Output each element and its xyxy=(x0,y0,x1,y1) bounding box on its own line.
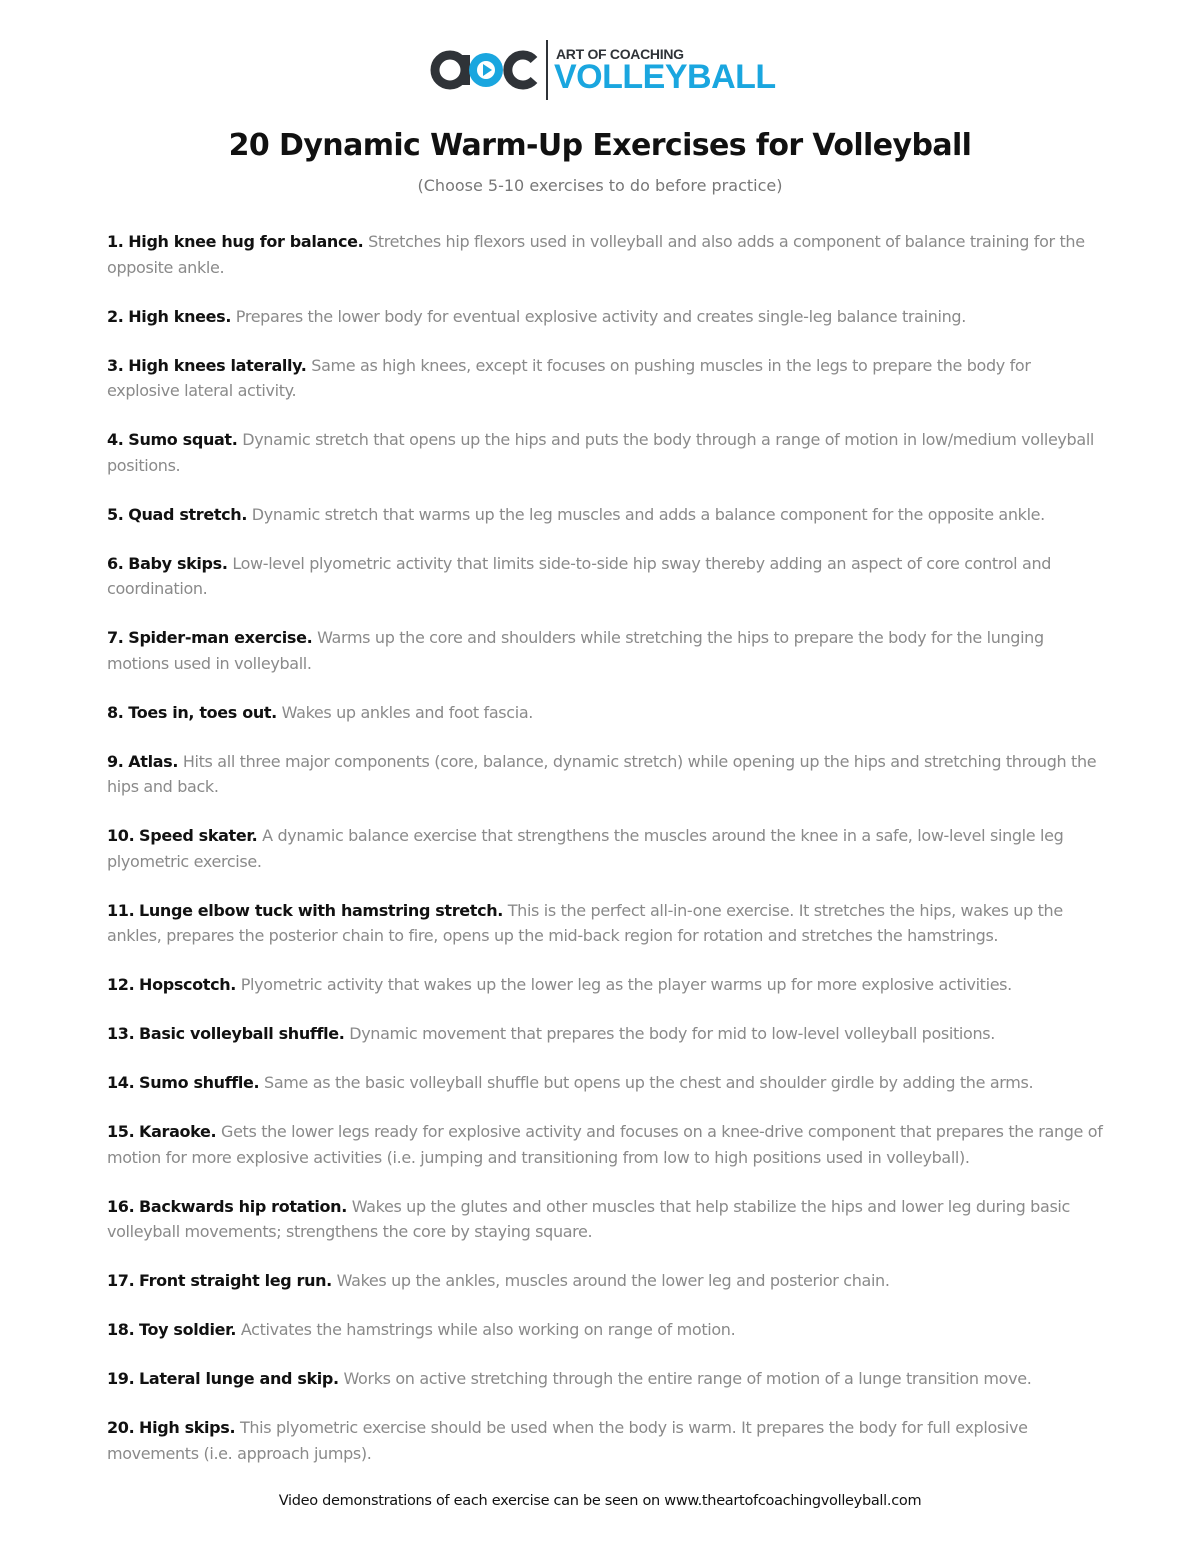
exercise-item xyxy=(107,229,1107,280)
exercise-description: Wakes up ankles and foot fascia. xyxy=(281,702,534,722)
exercise-number: 4. xyxy=(107,430,124,449)
exercise-item xyxy=(107,749,1107,800)
exercise-name: High knees. xyxy=(128,306,232,326)
page-title: 20 Dynamic Warm-Up Exercises for Volleyball xyxy=(228,128,972,163)
exercise-name: High knee hug for balance. xyxy=(128,232,364,251)
exercise-name: Atlas. xyxy=(128,751,179,771)
exercise-name: Toy soldier. xyxy=(139,1320,237,1339)
aoc-logo-mark xyxy=(430,48,540,92)
exercise-description: Dynamic movement that prepares the body for mid to low-level volleyball positions. xyxy=(349,1024,995,1043)
logo-divider xyxy=(546,40,548,100)
exercise-description: Works on active stretching through the entire range of motion of a lunge transition move. xyxy=(343,1369,1032,1388)
exercise-description: Same as high knees, except it focuses on pushing muscles in the legs to prepare the body for explosive lateral activity. xyxy=(107,355,1031,400)
exercise-name: Quad stretch. xyxy=(128,504,248,524)
exercise-item xyxy=(107,304,1107,330)
exercise-number: 18. xyxy=(107,1320,135,1339)
exercise-number: 9. xyxy=(107,751,124,771)
logo-small-text: ART OF COACHING xyxy=(556,46,684,62)
exercise-number: 6. xyxy=(107,553,124,573)
exercise-description: Wakes up the glutes and other muscles that help stabilize the hips and lower leg during basic volleyball movements; strengthens the core by staying square. xyxy=(107,1196,1070,1241)
exercise-description: Prepares the lower body for eventual explosive activity and creates single-leg balance training. xyxy=(235,306,966,326)
exercise-number: 3. xyxy=(107,355,124,375)
exercise-item xyxy=(107,1021,1107,1047)
exercise-name: Backwards hip rotation. xyxy=(139,1196,347,1216)
footer-note: Video demonstrations of each exercise can be seen on www.theartofcoachingvolleyball.com xyxy=(278,1493,922,1509)
exercise-name: Spider-man exercise. xyxy=(128,628,313,647)
exercise-description: Dynamic stretch that warms up the leg muscles and adds a balance component for the opposite ankle. xyxy=(251,504,1045,524)
exercise-description: Wakes up the ankles, muscles around the lower leg and posterior chain. xyxy=(336,1271,890,1290)
exercise-number: 10. xyxy=(107,826,135,845)
exercise-name: Toes in, toes out. xyxy=(128,702,277,722)
exercise-name: Hopscotch. xyxy=(139,975,236,994)
exercise-item xyxy=(107,700,1107,726)
exercise-description: Activates the hamstrings while also working on range of motion. xyxy=(240,1320,736,1339)
exercise-name: Basic volleyball shuffle. xyxy=(139,1024,345,1043)
exercise-description: A dynamic balance exercise that strengthens the muscles around the knee in a safe, low-level single leg plyometric exercise. xyxy=(107,826,1064,871)
exercise-name: Lateral lunge and skip. xyxy=(139,1369,339,1388)
exercise-number: 16. xyxy=(107,1196,135,1216)
exercise-number: 13. xyxy=(107,1024,135,1043)
exercise-number: 12. xyxy=(107,975,135,994)
exercise-item xyxy=(107,1415,1107,1466)
exercise-item xyxy=(107,898,1107,949)
exercise-item xyxy=(107,1194,1107,1245)
aoc-logo xyxy=(430,40,790,102)
exercise-item xyxy=(107,353,1107,404)
exercise-number: 19. xyxy=(107,1369,135,1388)
exercise-item xyxy=(107,1268,1107,1294)
exercise-list xyxy=(107,229,1107,1490)
exercise-item xyxy=(107,1366,1107,1392)
exercise-description: Plyometric activity that wakes up the lower leg as the player warms up for more explosive activities. xyxy=(240,975,1012,994)
exercise-number: 20. xyxy=(107,1418,135,1437)
page-subtitle: (Choose 5-10 exercises to do before practice) xyxy=(417,176,783,195)
exercise-number: 5. xyxy=(107,504,124,524)
exercise-number: 2. xyxy=(107,306,124,326)
exercise-number: 17. xyxy=(107,1271,135,1290)
exercise-number: 14. xyxy=(107,1073,135,1092)
exercise-number: 7. xyxy=(107,628,124,647)
exercise-number: 15. xyxy=(107,1122,135,1141)
exercise-name: High skips. xyxy=(139,1418,236,1437)
exercise-description: This plyometric exercise should be used when the body is warm. It prepares the body for full explosive movements (i.e. approach jumps). xyxy=(107,1418,1028,1463)
exercise-name: Baby skips. xyxy=(128,553,228,573)
exercise-number: 11. xyxy=(107,900,135,920)
exercise-name: Front straight leg run. xyxy=(139,1271,332,1290)
exercise-number: 1. xyxy=(107,232,124,251)
exercise-description: Same as the basic volleyball shuffle but opens up the chest and shoulder girdle by adding the arms. xyxy=(264,1073,1034,1092)
exercise-item xyxy=(107,427,1107,478)
logo-big-text: VOLLEYBALL xyxy=(554,58,776,96)
exercise-item xyxy=(107,823,1107,874)
exercise-item xyxy=(107,1119,1107,1170)
exercise-name: High knees laterally. xyxy=(128,355,307,375)
exercise-description: Stretches hip flexors used in volleyball and also adds a component of balance training for the opposite ankle. xyxy=(107,232,1085,277)
exercise-item xyxy=(107,551,1107,602)
exercise-description: This is the perfect all-in-one exercise. It stretches the hips, wakes up the ankles, prepares the posterior chain to fire, opens up the mid-back region for rotation and stretches the hamstrings. xyxy=(107,900,1063,945)
exercise-item xyxy=(107,972,1107,998)
exercise-name: Sumo squat. xyxy=(128,430,238,449)
exercise-name: Karaoke. xyxy=(139,1122,217,1141)
exercise-description: Warms up the core and shoulders while stretching the hips to prepare the body for the lunging motions used in volleyball. xyxy=(107,628,1044,673)
exercise-item xyxy=(107,502,1107,528)
exercise-name: Lunge elbow tuck with hamstring stretch. xyxy=(139,900,503,920)
exercise-number: 8. xyxy=(107,702,124,722)
exercise-description: Dynamic stretch that opens up the hips and puts the body through a range of motion in low/medium volleyball positions. xyxy=(107,430,1095,475)
exercise-name: Sumo shuffle. xyxy=(139,1073,260,1092)
exercise-description: Hits all three major components (core, balance, dynamic stretch) while opening up the hips and stretching through the hips and back. xyxy=(107,751,1097,796)
exercise-item xyxy=(107,1070,1107,1096)
exercise-description: Gets the lower legs ready for explosive activity and focuses on a knee-drive component that prepares the range of motion for more explosive activities (i.e. jumping and transitioning from low to high positions used in volleyball). xyxy=(107,1122,1103,1167)
exercise-item xyxy=(107,1317,1107,1343)
exercise-item xyxy=(107,625,1107,676)
exercise-name: Speed skater. xyxy=(139,826,258,845)
exercise-description: Low-level plyometric activity that limits side-to-side hip sway thereby adding an aspect of core control and coordination. xyxy=(107,553,1052,598)
